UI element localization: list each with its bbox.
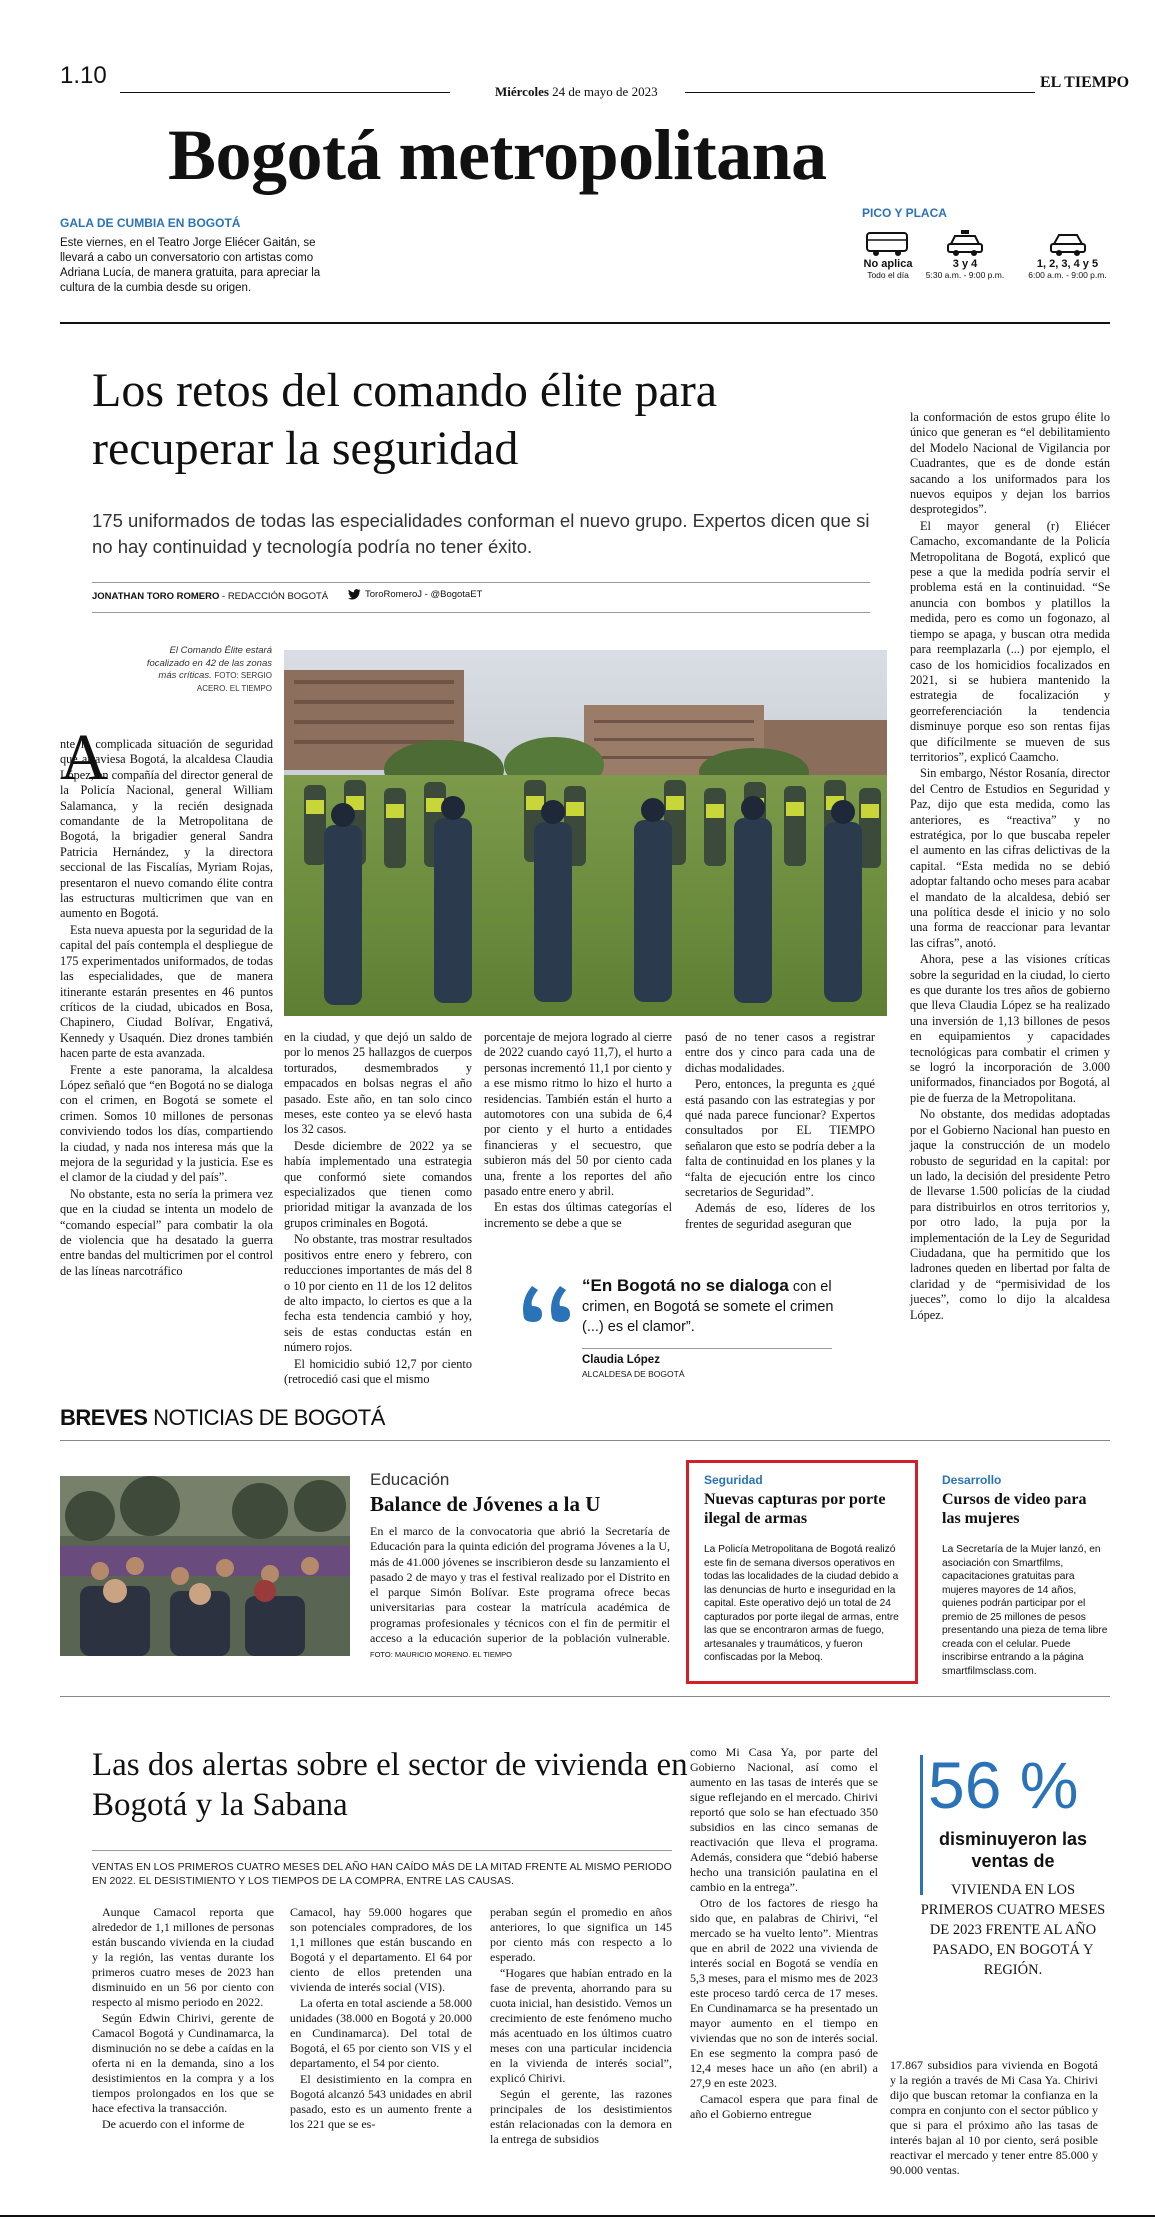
pico-placa-label-car: 1, 2, 3, 4 y 5: [1036, 258, 1099, 270]
photo-caption-text: El Comando Élite estará focalizado en 42 de las zonas más críticas.: [146, 645, 272, 681]
bus-icon: [864, 228, 912, 258]
byline-desk: - REDACCIÓN BOGOTÁ: [219, 591, 329, 602]
breve-1-section: Educación: [370, 1470, 450, 1489]
main-col4-p3: Además de eso, líderes de los frentes de seguridad aseguran que: [685, 1201, 875, 1231]
main-col2-p1: en la ciudad, y que dejó un saldo de por lo menos 25 hallazgos de cuerpos torturados, desmembrados y empacados en bolsas negras el año pasado. Este año, en tan solo cinco meses, este conteo ya se elevó hasta los 32 casos.: [284, 1030, 472, 1137]
main-col2-p2: Desde diciembre de 2022 ya se había implementado una estrategia que conformó siete comandos especializados que tienen como prioridad mitigar la avanzada de los grupos criminales en Bogotá.: [284, 1138, 472, 1230]
main-col5-p5: No obstante, dos medidas adoptadas por el Gobierno Nacional han puesto en jaque la construcción de un modelo robusto de seguridad en la capital: por un lado, la decisión del presidente Petro de llevarse 1.500 policías de la ciudad para distribuirlos en otros territorios y, por otro lado, la puja por la implementación de la Ley de Seguridad Ciudadana, que ha permitido que los ladrones queden en libertad por falta de claridad y de “permisividad de los jueces”, como lo dijo la alcaldesa López.: [910, 1107, 1110, 1322]
main-col4-p1: pasó de no tener casos a registrar entre dos y cinco para cada una de dichas modalidades.: [685, 1030, 875, 1075]
breve-1-text: [370, 1524, 670, 1663]
vivienda-headline: Las dos alertas sobre el sector de vivienda en Bogotá y la Sabana: [92, 1747, 688, 1823]
breve-2-headline: Nuevas capturas por porte ilegal de armas: [704, 1491, 886, 1527]
main-photo: [284, 650, 887, 1016]
page-bottom-rule: [0, 2215, 1155, 2217]
gala-text: Este viernes, en el Teatro Jorge Eliécer Gaitán, se llevará a cabo un conversatorio con artistas como Adriana Lucía, de manera gratuita, para apreciar la cultura de la cumbia desde su origen.: [60, 237, 321, 294]
quote-mark-icon: [520, 1278, 576, 1322]
stat-accent-bar: [920, 1755, 923, 1895]
main-col-3: [484, 1030, 672, 1232]
vivienda-col3-p3: Según el gerente, las razones principales de los desistimientos están relacionadas con la demora en la entrega de subsidios: [490, 2087, 672, 2146]
main-col4-p2: Pero, entonces, la pregunta es ¿qué está pasando con las estrategias y por qué nada parece funcionar? Expertos consultados por EL TIEMPO señalaron que esto se podría deber a la falta de continuidad en los planes y la “falta de ejecución entre los cinco secretarios de Seguridad”.: [685, 1077, 875, 1200]
pull-quote-role: ALCALDESA DE BOGOTÁ: [582, 1369, 685, 1379]
breves-title-rest: NOTICIAS DE BOGOTÁ: [147, 1405, 385, 1430]
byline-twitter: [348, 589, 482, 600]
pull-quote-text-bold: “En Bogotá no se dialoga: [582, 1276, 789, 1295]
main-col1-p3: Frente a este panorama, la alcaldesa López señaló que “en Bogotá no se dialoga con el crimen, en Bogotá se somete el crimen. Somos 10 millones de personas conviviendo todos los días, compartiendo la ciudad, y nada nos interesa más que la mejora de la seguridad y la justicia. Ese es el clamor de la ciudad y del país”.: [60, 1062, 273, 1185]
pico-placa-sub-bus: Todo el día: [867, 270, 909, 280]
main-col1-p4: No obstante, esta no sería la primera vez que en la ciudad se intenta un modelo de “comando especial” para combatir la ola de violencia que ha desatado la guerra entre bandas del multicrimen por el control de las líneas narcotráfico: [60, 1186, 273, 1278]
vivienda-col-5: [890, 2058, 1098, 2179]
breves-rule: [60, 1440, 1110, 1441]
brand-logo: EL TIEMPO: [1040, 74, 1130, 91]
issue-date-rest: 24 de mayo de 2023: [552, 84, 658, 99]
vivienda-col-4: [690, 1745, 878, 2123]
vivienda-col5-p1: 17.867 subsidios para vivienda en Bogotá y la región a través de Mi Casa Ya. Chirivi dijo que buscan retomar la confianza en la compra en conjunto con el sector público y que si para el próximo año las tasas de interés bajan al 10 por ciento, será posible reactivar el mercado y tener entre 85.000 y 90.000 ventas.: [890, 2058, 1098, 2177]
main-col-1: [60, 737, 273, 1280]
vivienda-col3-p1: peraban según el promedio en años anteriores, lo que significa un 145 por ciento más con respecto a lo esperado.: [490, 1905, 672, 1964]
main-col-4: [685, 1030, 875, 1233]
vivienda-col1-p1: Aunque Camacol reporta que alrededor de 1,1 millones de personas están buscando vivienda en la ciudad y la región, las ventas durante los primeros cuatro meses de 2023 han disminuido en un 56 por ciento con respecto al mismo periodo en 2022.: [92, 1905, 274, 2009]
vivienda-deck: VENTAS EN LOS PRIMEROS CUATRO MESES DEL AÑO HAN CAÍDO MÁS DE LA MITAD FRENTE AL MISMO PERIODO EN 2022. EL DESISTIMIENTO Y LOS TIEMPOS DE LA COMPRA, ENTRE LAS CAUSAS.: [92, 1861, 672, 1887]
breve-3-text: La Secretaría de la Mujer lanzó, en asociación con Smartfilms, capacitaciones gratuitas para mujeres mayores de 14 años, quienes podrán participar por el premio de 25 millones de pesos presentando una pieza de tema libre creada con el celular. Puede inscribirse entrando a la página smartfilmsclass.com.: [942, 1544, 1108, 1677]
section-title: Bogotá metropolitana: [168, 115, 827, 195]
issue-date-day: Miércoles: [495, 84, 549, 99]
stat-value: 56 %: [928, 1748, 1079, 1822]
photo-caption: [130, 645, 272, 695]
pico-placa-item-taxi: [915, 228, 1015, 280]
pico-placa-title: PICO Y PLACA: [862, 206, 947, 220]
byline-author: JONATHAN TORO ROMERO: [92, 591, 220, 602]
vivienda-col1-p3: De acuerdo con el informe de: [102, 2117, 245, 2131]
main-headline: Los retos del comando élite para recuperar la seguridad: [92, 364, 718, 475]
breves-title-bold: BREVES: [60, 1405, 148, 1430]
main-col3-p2: En estas dos últimas categorías el incremento se debe a que se: [484, 1200, 672, 1230]
stat-title: disminuyeron las ventas de: [938, 1829, 1088, 1871]
vivienda-col4-p2: Otro de los factores de riesgo ha sido que, en palabras de Chirivi, “el mercado se ha vuelto lento”. Mientras que en abril de 2022 una vivienda de interés social en Bogotá se vendía en 5,3 meses, para el mismo mes de 2023 este proceso tardó cerca de 17 meses. En Cundinamarca se ha presentado un mayor aumento en el tiempo en viviendas que no son de interés social. En ese segmento la compra pasó de 12,4 meses hace un año (en abril) a 27,9 en este 2023.: [690, 1896, 878, 2090]
breve-photo: [60, 1476, 350, 1656]
main-deck: 175 uniformados de todas las especialidades conforman el nuevo grupo. Expertos dicen que si no hay continuidad y tecnología podría no tener éxito.: [92, 510, 870, 557]
breve-2-section: Seguridad: [704, 1473, 763, 1487]
taxi-icon: [945, 228, 985, 258]
main-col5-p2: El mayor general (r) Eliécer Camacho, excomandante de la Policía Metropolitana de Bogotá, explicó que pese a que la medida podría servir el problema está en la continuidad. “Se anuncia con bombos y platillos la medida, pero es como un fogonazo, al tiempo se apaga, y buscan otra medida para reemplazarla (...) por ejemplo, el caso de los homicidios focalizados en 2021, si se hubiera mantenido la estrategia de focalización y georreferenciación la tendencia disminuye porque eso son rentas fijas que difícilmente se mueven de sus territorios”, explicó Caamcho.: [910, 518, 1110, 764]
byline-twitter-handle: ToroRomeroJ - @BogotaET: [365, 589, 483, 600]
main-col5-p3: Sin embargo, Néstor Rosanía, director del Centro de Estudios en Seguridad y Paz, dijo que esta medida, como las anteriores, es “reactiva” y no estratégica, por lo que buscaba repeler el aumento en las cifras delictivas de la capital. “Esta medida no se debió adoptar faltando ocho meses para acabar el mandato de la alcaldesa, debió ser una política desde el inicio y no solo una forma de reaccionar para levantar las cifras”, anotó.: [910, 766, 1110, 950]
vivienda-col-3: [490, 1905, 672, 2148]
pull-quote-text: [582, 1276, 842, 1337]
pico-placa-item-car: [1010, 228, 1125, 280]
main-col-5: [910, 410, 1110, 1324]
vivienda-col-2: [290, 1905, 472, 2133]
main-col3-p1: porcentaje de mejora logrado al cierre de 2022 cuando cayó 11,7), el hurto a personas incrementó 11,1 por ciento y a ese mismo ritmo lo hizo el hurto a residencias. También están el hurto a automotores con una subida de 6,4 por ciento y el hurto a entidades financieras y el secuestro, que subieron más del 50 por ciento cada una, frente a los reportes del año pasado entre enero y abril.: [484, 1030, 672, 1199]
vivienda-col2-p2: La oferta en total asciende a 58.000 unidades (38.000 en Bogotá y 20.000 en Cundinamarca). Del total de Bogotá, el 65 por ciento son VIS y el departamento, el 54 por ciento.: [290, 1996, 472, 2070]
pull-quote-text-rest: con el crimen, en Bogotá se somete el crimen (...) es el clamor”.: [582, 1279, 834, 1335]
vivienda-col4-p1: como Mi Casa Ya, por parte del Gobierno Nacional, así como el aumento en las tasas de interés que se sigue reflejando en el mercado. Chirivi reportó que solo se han efectuado 350 subsidios en las cinco semanas de reactivación que lleva el programa. Además, considera que “debió haberse hecho una transición paulatina en el cambio en la entrega”.: [690, 1745, 878, 1894]
pico-placa-sub-taxi: 5:30 a.m. - 9:00 p.m.: [925, 270, 1005, 280]
issue-date: [495, 84, 658, 100]
byline-rule-bottom: [92, 612, 870, 613]
breve-1-headline: Balance de Jóvenes a la U: [370, 1492, 601, 1516]
pico-placa-label-taxi: 3 y 4: [952, 258, 978, 270]
stat-text: VIVIENDA EN LOS PRIMEROS CUATRO MESES DE 2023 FRENTE AL AÑO PASADO, EN BOGOTÁ Y REGIÓN.: [920, 1882, 1106, 1978]
main-col-2: [284, 1030, 472, 1388]
main-col5-p1: la conformación de estos grupo élite lo único que generan es “el debilitamiento del Modelo Nacional de Vigilancia por Cuadrantes, que es de donde están sacando a los uniformados para los nuevos equipos y dejan los barrios desprotegidos”.: [910, 410, 1110, 517]
vivienda-col3-p2: “Hogares que habían entrado en la fase de preventa, ahorrando para su cuota inicial, han desistido. Vemos un crecimiento de este fenómeno mucho más acentuado en los últimos cuatro meses con una particular incidencia en la vivienda de interés social”, explicó Chirivi.: [490, 1966, 672, 2085]
photo-caption-credit: FOTO: SERGIO ACERO. EL TIEMPO: [196, 671, 272, 693]
breves-bottom-rule: [60, 1696, 1110, 1697]
header-rule-right: [685, 92, 1035, 93]
pico-placa-item-bus: [858, 228, 918, 280]
vivienda-col-1: [92, 1905, 274, 2133]
vivienda-col4-p3: Camacol espera que para final de año el Gobierno entregue: [690, 2092, 878, 2121]
header-rule-left: [120, 92, 450, 93]
main-col1-p2: Esta nueva apuesta por la seguridad de la capital del país contempla el despliegue de 175 experimentados uniformados, de todas las especialidades, que de manera itinerante estarán presentes en 46 puntos críticos de la ciudad, ubicados en Bosa, Chapinero, Ciudad Bolívar, Engativá, Kennedy y Usaquén. Diez drones también hacen parte de esta avanzada.: [60, 922, 273, 1061]
vivienda-deck-rule: [92, 1850, 672, 1851]
vivienda-col2-p3: El desistimiento en la compra en Bogotá alcanzó 543 unidades en abril pasado, esto es un aumento frente a los 221 que se es-: [290, 2072, 472, 2131]
main-col5-p4: Ahora, pese a las visiones críticas sobre la seguridad en la ciudad, lo cierto es que durante los tres años de gobierno que lleva Claudia López se ha realizado una inversión de 1,13 billones de pesos en equipamientos y capacidades tecnológicas para combatir el crimen y se logró la incorporación de 3.000 uniformados, financiados por Bogotá, al pie de fuerza de la Metropolitana.: [910, 952, 1110, 1105]
breve-2-text: La Policía Metropolitana de Bogotá realizó este fin de semana diversos operativos en todas las localidades de la ciudad debido a las denuncias de hurto e inseguridad en la capital. Este operativo dejó un total de 24 capturados por porte ilegal de armas, entre las que se encontraron armas de fuego, artesanales y traumáticos, y fueron confiscadas por la Meboq.: [704, 1544, 899, 1663]
breves-title: [60, 1405, 385, 1431]
breve-1-credit: FOTO: MAURICIO MORENO. EL TIEMPO: [370, 1650, 512, 1660]
pull-quote-author: Claudia López: [582, 1354, 660, 1366]
pico-placa-label-bus: No aplica: [863, 258, 913, 270]
pico-placa-sub-car: 6:00 a.m. - 9:00 p.m.: [1028, 270, 1107, 280]
header-bottom-rule: [60, 322, 1110, 324]
breve-1-body: En el marco de la convocatoria que abrió la Secretaría de Educación para la quinta edición del programa Jóvenes a la U, más de 41.000 jóvenes se inscribieron desde su lanzamiento el pasado 2 de mayo y tras el festival realizado por el Distrito en el parque Simón Bolívar. Este programa ofrece becas universitarias para costear la matrícula académica de programas profesionales y técnicos con el fin de permitir el acceso a la educación superior de la población vulnerable.: [370, 1524, 670, 1646]
page-number: 1.10: [60, 62, 107, 89]
main-col2-p4: El homicidio subió 12,7 por ciento (retrocedió casi que el mismo: [284, 1356, 472, 1386]
breve-3-headline: Cursos de video para las mujeres: [942, 1491, 1087, 1527]
pull-quote-rule: [582, 1348, 832, 1349]
byline: [92, 591, 328, 602]
breve-3-section: Desarrollo: [942, 1473, 1002, 1487]
vivienda-col1-p2: Según Edwin Chirivi, gerente de Camacol Bogotá y Cundinamarca, la disminución no se debe a caídas en la oferta ni en la demanda, sino a los desistimientos en la compra y a los tiempos prolongados en los que se hace efectiva la transacción.: [92, 2011, 274, 2115]
gala-kicker: GALA DE CUMBIA EN BOGOTÁ: [60, 216, 241, 230]
byline-rule-top: [92, 582, 870, 583]
car-icon: [1048, 228, 1088, 258]
twitter-icon: [348, 589, 361, 600]
main-col2-p3: No obstante, tras mostrar resultados positivos entre enero y febrero, con reducciones importantes de más del 8 o 10 por ciento en 11 de los 12 delitos de alto impacto, lo ciertos es que a la fecha esta tendencia cambió y hoy, seis de estas conductas están en número rojos.: [284, 1232, 472, 1355]
vivienda-col2-p1: Camacol, hay 59.000 hogares que son potenciales compradores, de los 1,1 millones que están buscando en Bogotá y el departamento. El 64 por ciento de ellos pretenden una vivienda de interés social (VIS).: [290, 1905, 472, 1994]
main-col1-p1: nte la complicada situación de seguridad que atraviesa Bogotá, la alcaldesa Claudia López, en compañía del director general de la Policía Nacional, general William Salamanca, y la recién designada comandante de la Metropolitana de Bogotá, la brigadier general Sandra Patricia Hernández, y la directora seccional de las Fiscalías, Myriam Rojas, presentaron el nuevo comando élite contra las estructuras multicrimen que van en aumento en Bogotá.: [60, 737, 273, 921]
drop-cap: A: [60, 721, 108, 794]
